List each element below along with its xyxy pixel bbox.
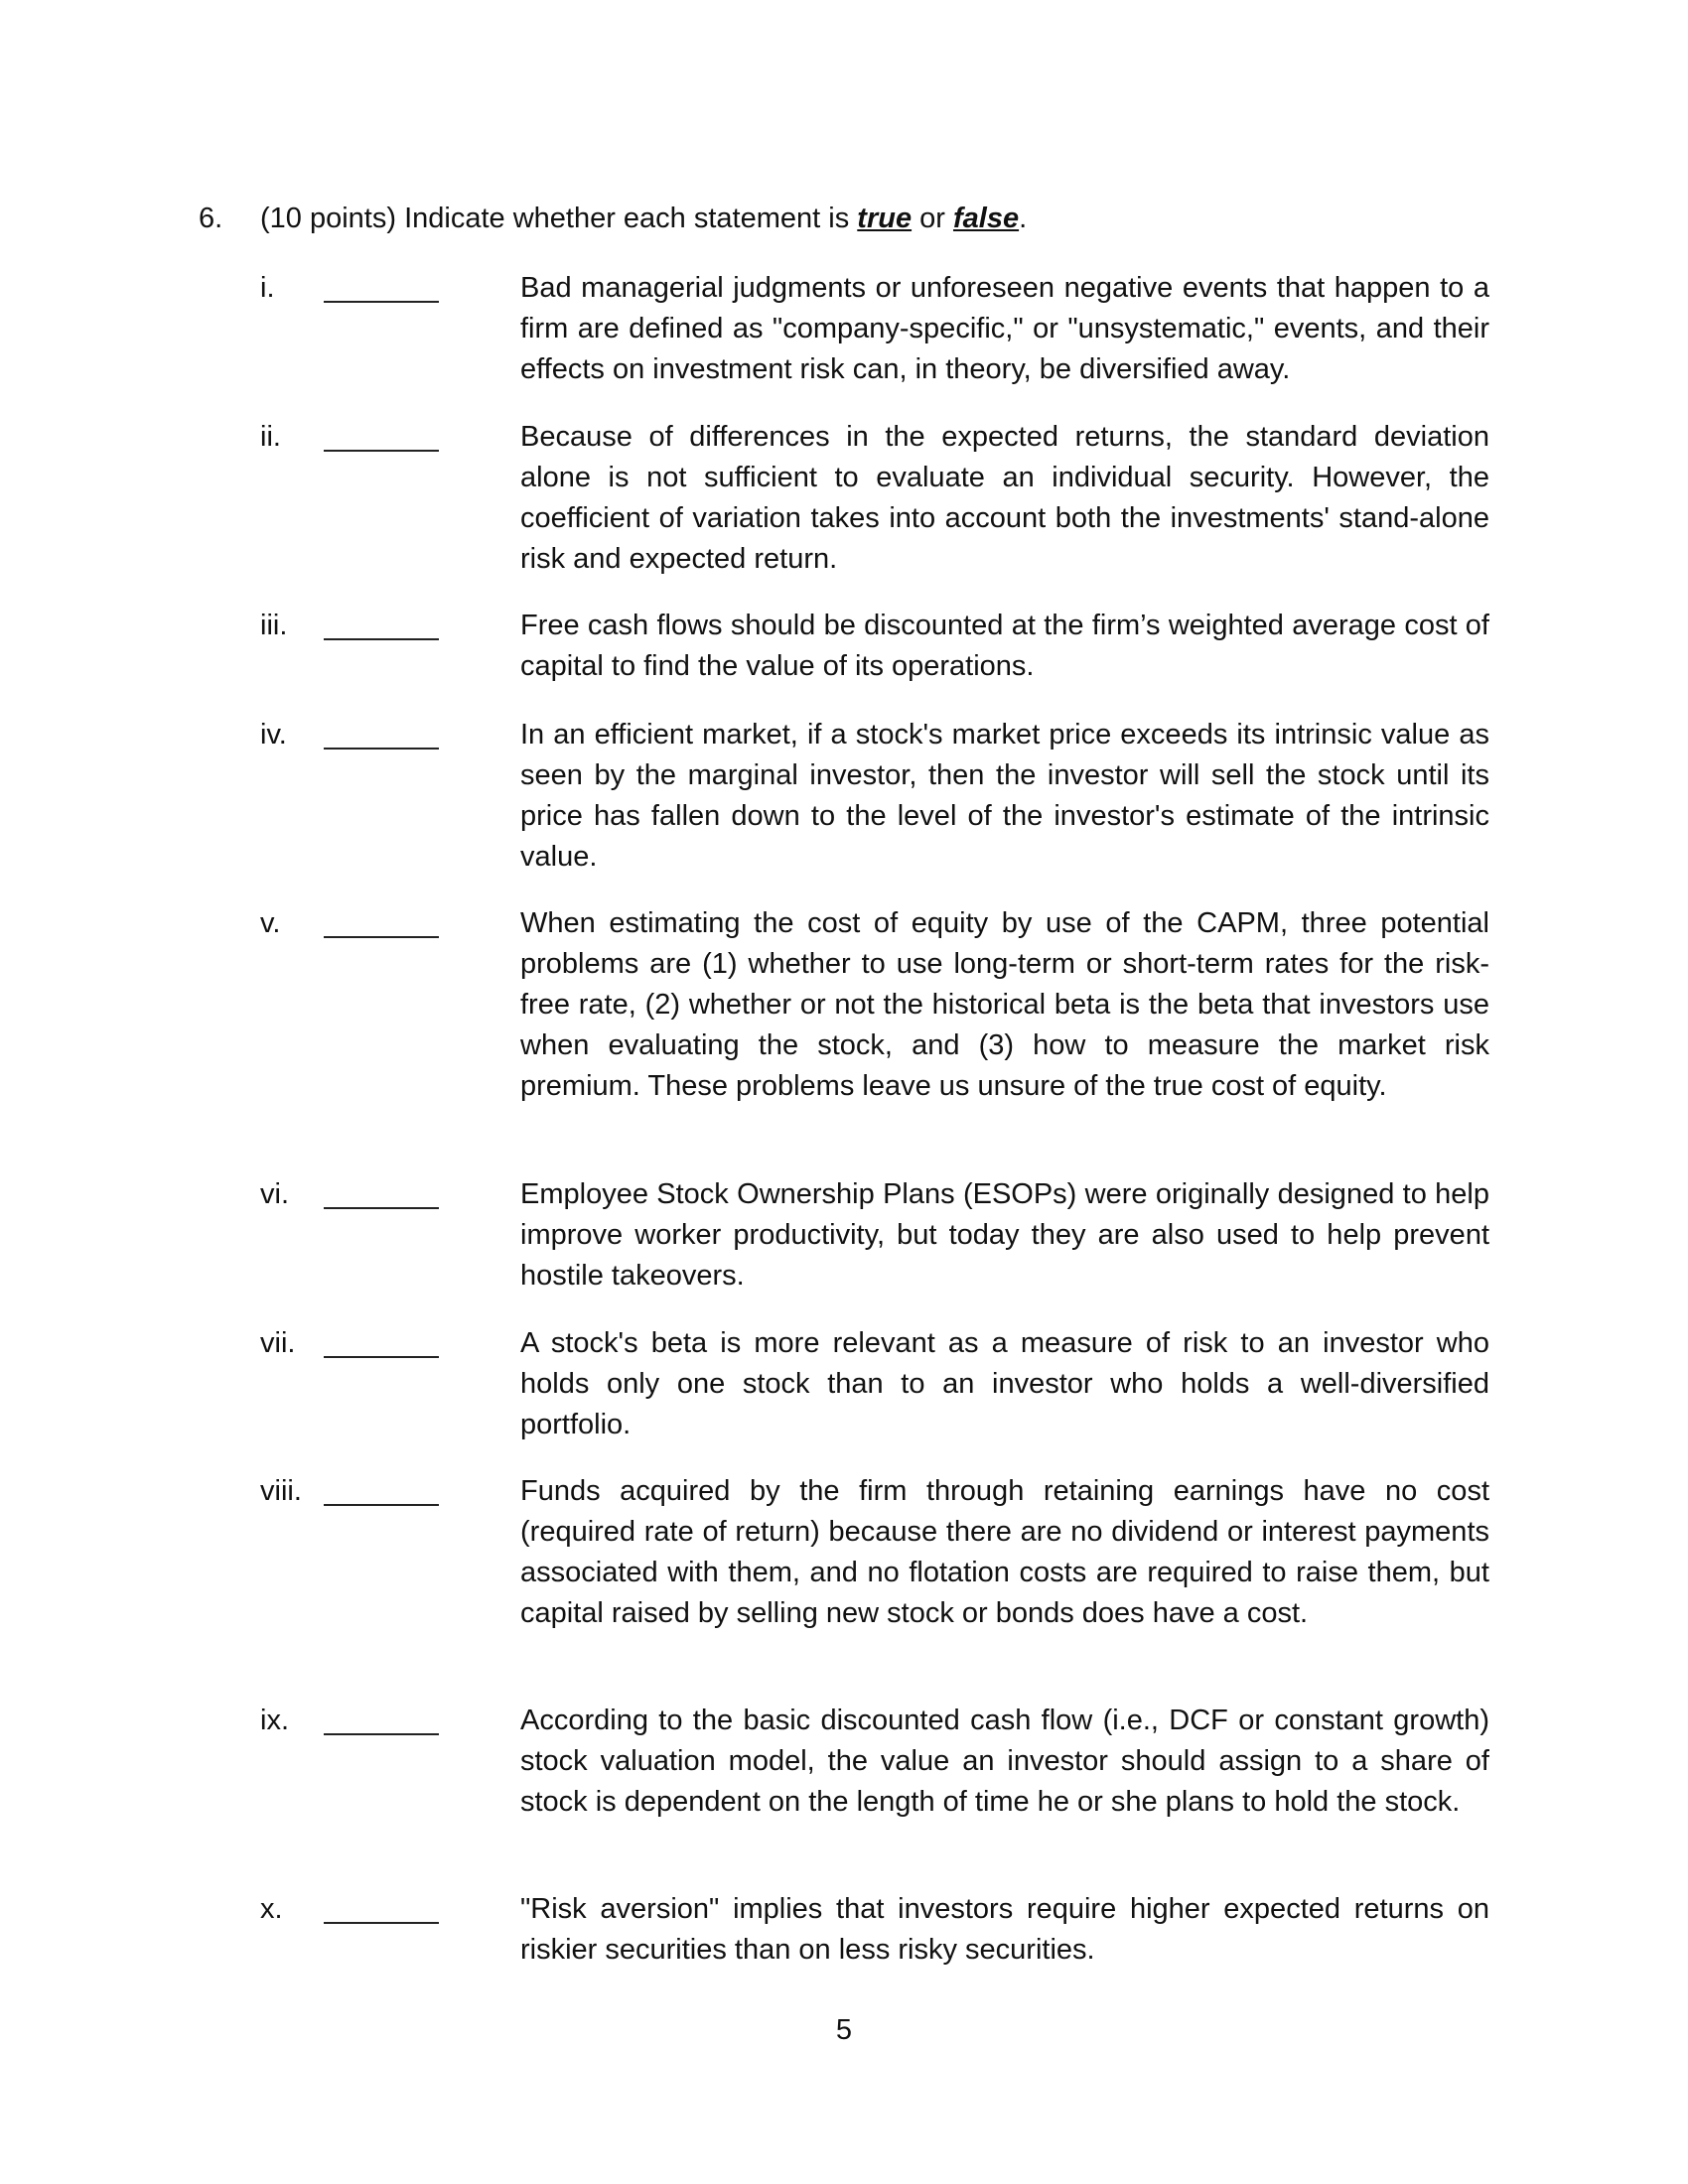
answer-blank[interactable] bbox=[324, 1504, 439, 1506]
page-number: 5 bbox=[835, 2014, 853, 2046]
answer-blank[interactable] bbox=[324, 301, 439, 303]
question-prompt bbox=[260, 199, 1027, 238]
statement-numeral: ix. bbox=[260, 1705, 289, 1736]
statement-numeral: vi. bbox=[260, 1178, 289, 1210]
statement-numeral: iii. bbox=[260, 610, 288, 641]
answer-blank[interactable] bbox=[324, 1356, 439, 1358]
statement-text: A stock's beta is more relevant as a measure of risk to an investor who holds only one stock than to an investor who holds a well-diversified portfolio. bbox=[520, 1327, 1489, 1440]
statement-text: When estimating the cost of equity by use of the CAPM, three potential problems are (1) whether to use long-term or short-term rates for the risk-free rate, (2) whether or not the historical beta is the beta that investors use when evaluating the stock, and (3) how to measure the market risk premium. These problems leave us unsure of the true cost of equity. bbox=[520, 907, 1489, 1102]
answer-blank[interactable] bbox=[324, 936, 439, 938]
statement-text: Employee Stock Ownership Plans (ESOPs) were originally designed to help improve worker productivity, but today they are also used to help prevent hostile takeovers. bbox=[520, 1178, 1489, 1292]
statement-numeral: i. bbox=[260, 272, 275, 304]
statement-text: "Risk aversion" implies that investors require higher expected returns on riskier securities than on less risky securities. bbox=[520, 1893, 1489, 1966]
statement-text: Bad managerial judgments or unforeseen negative events that happen to a firm are defined as "company-specific," or "unsystematic," events, and their effects on investment risk can, in theory, be diversified away. bbox=[520, 272, 1489, 385]
statement-text: Free cash flows should be discounted at the firm’s weighted average cost of capital to find the value of its operations. bbox=[520, 610, 1489, 682]
statement-text: In an efficient market, if a stock's market price exceeds its intrinsic value as seen by the marginal investor, then the investor will sell the stock until its price has fallen down to the level of the investor's estimate of the intrinsic value. bbox=[520, 719, 1489, 873]
statement-numeral: vii. bbox=[260, 1327, 296, 1359]
prompt-period: . bbox=[1019, 203, 1028, 234]
or-word: or bbox=[912, 203, 953, 234]
false-keyword: false bbox=[952, 203, 1020, 234]
statement-text: Funds acquired by the firm through retaining earnings have no cost (required rate of return) because there are no dividend or interest payments associated with them, and no flotation costs are required to raise them, but capital raised by selling new stock or bonds does have a cost. bbox=[520, 1475, 1489, 1629]
question-intro: (10 points) Indicate whether each statement is bbox=[260, 203, 858, 234]
statement-numeral: iv. bbox=[260, 719, 287, 751]
answer-blank[interactable] bbox=[324, 450, 439, 452]
answer-blank[interactable] bbox=[324, 1922, 439, 1924]
statement-numeral: ii. bbox=[260, 421, 281, 453]
answer-blank[interactable] bbox=[324, 1207, 439, 1209]
statement-numeral: v. bbox=[260, 907, 281, 939]
question-number: 6. bbox=[199, 203, 223, 234]
statement-numeral: x. bbox=[260, 1893, 283, 1925]
answer-blank[interactable] bbox=[324, 638, 439, 640]
statement-text: Because of differences in the expected returns, the standard deviation alone is not sufficient to evaluate an individual security. However, the coefficient of variation takes into account both the investments' stand-alone risk and expected return. bbox=[520, 421, 1489, 575]
statement-text: According to the basic discounted cash flow (i.e., DCF or constant growth) stock valuation model, the value an investor should assign to a share of stock is dependent on the length of time he or she plans to hold the stock. bbox=[520, 1705, 1489, 1818]
answer-blank[interactable] bbox=[324, 748, 439, 750]
answer-blank[interactable] bbox=[324, 1733, 439, 1735]
statement-numeral: viii. bbox=[260, 1475, 302, 1507]
true-keyword: true bbox=[857, 203, 913, 234]
